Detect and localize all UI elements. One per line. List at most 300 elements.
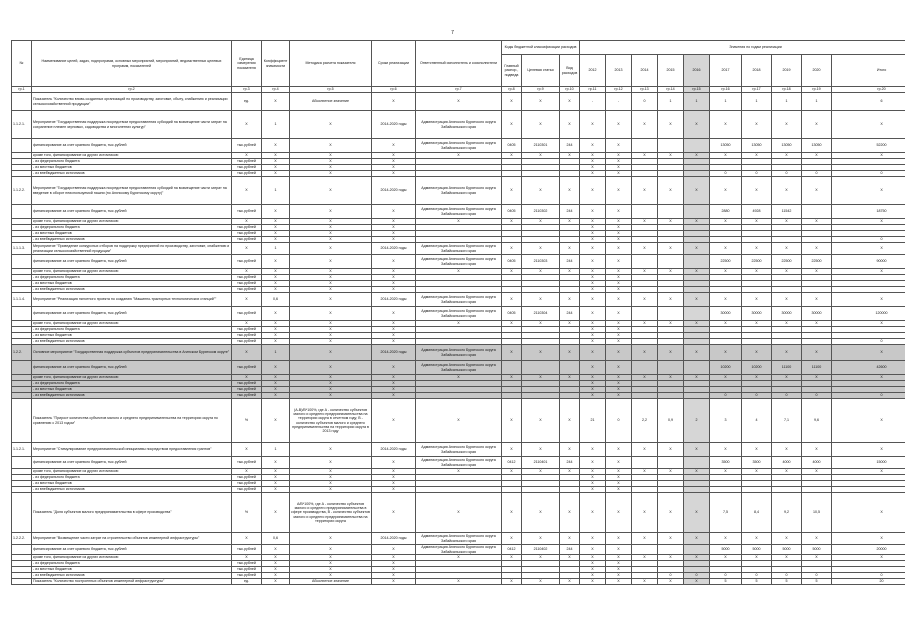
table-cell: 6 bbox=[832, 93, 905, 111]
row-name-cell: Мероприятие "Государственная поддержка посредством предоставления субсидий на возмещение части затрат на сохранение племен зерновых, садоводства и многолетних культур" bbox=[32, 111, 232, 139]
table-cell: X bbox=[522, 269, 560, 275]
row-name-cell: Мероприятие "Стимулирование предпринимательской инициативы посредством предоставления грантов" bbox=[32, 443, 232, 457]
table-cell: X bbox=[372, 555, 416, 561]
col-budget-main: Главный распор., подведа bbox=[502, 55, 522, 87]
table-cell: X bbox=[832, 243, 905, 255]
table-cell: X bbox=[658, 533, 684, 545]
table-cell: 11100 bbox=[772, 361, 802, 375]
table-cell: 0405 bbox=[502, 205, 522, 219]
table-cell: 0 bbox=[742, 171, 772, 177]
table-cell: X bbox=[232, 469, 262, 475]
table-cell: X bbox=[632, 375, 658, 381]
table-cell: X bbox=[262, 93, 290, 111]
table-cell: X bbox=[502, 93, 522, 111]
table-cell: тыс.рублей bbox=[232, 307, 262, 321]
table-cell: X bbox=[580, 171, 606, 177]
table-cell: X bbox=[232, 177, 262, 205]
table-cell: 0 bbox=[802, 393, 832, 399]
table-cell: X bbox=[290, 177, 372, 205]
table-cell: 20000 bbox=[832, 545, 905, 555]
table-cell: 30000 bbox=[742, 307, 772, 321]
table-cell: X bbox=[606, 387, 632, 393]
row-num-cell bbox=[12, 205, 32, 219]
table-cell: X bbox=[290, 171, 372, 177]
table-cell: X bbox=[580, 269, 606, 275]
gr-cell: гр.16 bbox=[710, 87, 742, 93]
table-cell: X bbox=[262, 307, 290, 321]
table-cell: X bbox=[606, 111, 632, 139]
table-cell: 9,6 bbox=[802, 399, 832, 443]
row-name-cell: - из федерального бюджета bbox=[32, 225, 232, 231]
table-cell: 30000 bbox=[772, 307, 802, 321]
table-cell: X bbox=[290, 205, 372, 219]
gr-cell: гр.11 bbox=[580, 87, 606, 93]
table-cell: X bbox=[580, 293, 606, 307]
table-cell: X bbox=[684, 375, 710, 381]
table-cell: X bbox=[832, 269, 905, 275]
table-cell: 4000 bbox=[802, 457, 832, 469]
table-cell bbox=[658, 205, 684, 219]
row-name-cell: - из местных бюджетов bbox=[32, 567, 232, 573]
row-name-cell: финансирование за счет краевого бюджета, тыс.рублей bbox=[32, 255, 232, 269]
table-cell: 10200 bbox=[710, 361, 742, 375]
col-values-by-year: Значения по годам реализации bbox=[580, 41, 905, 55]
page-number: 7 bbox=[451, 30, 454, 36]
table-cell: X bbox=[772, 111, 802, 139]
table-cell: X bbox=[658, 375, 684, 381]
table-cell: X bbox=[416, 153, 502, 159]
table-cell: X bbox=[802, 177, 832, 205]
table-cell: X bbox=[372, 287, 416, 293]
table-cell: X bbox=[772, 375, 802, 381]
table-cell: 42600 bbox=[832, 361, 905, 375]
table-cell: X bbox=[684, 533, 710, 545]
table-cell: X bbox=[502, 375, 522, 381]
table-cell: 244 bbox=[560, 205, 580, 219]
table-cell: X bbox=[832, 293, 905, 307]
table-cell: X bbox=[372, 153, 416, 159]
table-cell: X bbox=[290, 481, 372, 487]
table-cell: X bbox=[290, 287, 372, 293]
table-cell: 0 bbox=[802, 573, 832, 579]
table-cell: X bbox=[290, 545, 372, 555]
table-cell: 5000 bbox=[710, 545, 742, 555]
table-cell: X bbox=[580, 381, 606, 387]
table-cell: X bbox=[262, 165, 290, 171]
row-name-cell: - из внебюджетных источников bbox=[32, 573, 232, 579]
table-cell: X bbox=[560, 269, 580, 275]
table-cell: X bbox=[580, 225, 606, 231]
table-cell: 0 bbox=[710, 171, 742, 177]
table-cell: X bbox=[606, 165, 632, 171]
table-cell: X bbox=[232, 375, 262, 381]
table-cell: X bbox=[262, 545, 290, 555]
table-cell: X bbox=[742, 177, 772, 205]
table-cell: X bbox=[606, 345, 632, 361]
table-cell: X bbox=[606, 481, 632, 487]
table-cell: X bbox=[632, 219, 658, 225]
table-cell: X bbox=[606, 545, 632, 555]
table-cell: X bbox=[606, 293, 632, 307]
table-cell: X bbox=[684, 321, 710, 327]
table-cell: X bbox=[632, 177, 658, 205]
table-row bbox=[12, 307, 905, 321]
table-cell: X bbox=[290, 345, 372, 361]
row-name-cell: - из внебюджетных источников bbox=[32, 237, 232, 243]
table-cell: X bbox=[372, 93, 416, 111]
table-cell: X bbox=[560, 375, 580, 381]
table-cell: X bbox=[372, 381, 416, 387]
gr-cell: гр.8 bbox=[502, 87, 522, 93]
table-cell: тыс.рублей bbox=[232, 487, 262, 493]
row-name-cell: - из внебюджетных источников bbox=[32, 393, 232, 399]
table-cell: X bbox=[262, 219, 290, 225]
table-cell: X bbox=[522, 293, 560, 307]
table-cell: X bbox=[606, 361, 632, 375]
table-cell: X bbox=[232, 293, 262, 307]
table-cell: X bbox=[522, 579, 560, 585]
table-cell: X bbox=[772, 469, 802, 475]
table-cell: X bbox=[502, 219, 522, 225]
table-cell: X bbox=[632, 321, 658, 327]
table-cell: X bbox=[580, 533, 606, 545]
table-cell: 0 bbox=[684, 573, 710, 579]
table-cell: тыс.рублей bbox=[232, 561, 262, 567]
table-cell: 244 bbox=[560, 545, 580, 555]
table-cell: X bbox=[710, 243, 742, 255]
row-name-cell: финансирование за счет краевого бюджета, тыс.рублей bbox=[32, 307, 232, 321]
table-cell: X bbox=[580, 443, 606, 457]
table-row bbox=[12, 177, 905, 205]
table-cell: X bbox=[290, 381, 372, 387]
table-cell: X bbox=[606, 493, 632, 533]
row-name-cell: - из местных бюджетов bbox=[32, 165, 232, 171]
table-cell: 120000 bbox=[832, 307, 905, 321]
table-cell: X bbox=[658, 177, 684, 205]
table-cell: X bbox=[580, 243, 606, 255]
table-cell: Администрация Агинского Бурятского округа Забайкальского края bbox=[416, 457, 502, 469]
row-num-cell bbox=[12, 579, 32, 585]
row-name-cell: кроме того, финансирование из других источников: bbox=[32, 321, 232, 327]
table-cell: X bbox=[560, 153, 580, 159]
table-cell: X bbox=[632, 243, 658, 255]
table-cell: 1 bbox=[710, 93, 742, 111]
table-cell: X bbox=[522, 219, 560, 225]
table-cell: X bbox=[290, 153, 372, 159]
table-cell: X bbox=[262, 205, 290, 219]
gr-cell: гр.20 bbox=[832, 87, 905, 93]
table-cell: 244 bbox=[560, 457, 580, 469]
table-cell: тыс.рублей bbox=[232, 139, 262, 153]
table-cell: X bbox=[262, 281, 290, 287]
table-cell: X bbox=[802, 293, 832, 307]
table-cell: X bbox=[502, 443, 522, 457]
row-name-cell: финансирование за счет краевого бюджета, тыс.рублей bbox=[32, 545, 232, 555]
table-cell: Администрация Агинского Бурятского округа Забайкальского края bbox=[416, 443, 502, 457]
col-year: 2013 bbox=[606, 55, 632, 87]
table-cell: X bbox=[262, 469, 290, 475]
table-cell: 10,5 bbox=[802, 493, 832, 533]
table-cell: X bbox=[262, 171, 290, 177]
table-cell: тыс.рублей bbox=[232, 327, 262, 333]
table-row bbox=[12, 345, 905, 361]
table-cell: X bbox=[742, 443, 772, 457]
table-cell: 2880 bbox=[710, 205, 742, 219]
table-cell: X bbox=[372, 231, 416, 237]
table-cell: тыс.рублей bbox=[232, 237, 262, 243]
gr-cell: гр.12 bbox=[606, 87, 632, 93]
gr-cell: гр.13 bbox=[632, 87, 658, 93]
table-cell bbox=[802, 205, 832, 219]
table-cell bbox=[632, 457, 658, 469]
table-cell: X bbox=[632, 111, 658, 139]
table-cell: X bbox=[606, 237, 632, 243]
table-cell: X bbox=[372, 225, 416, 231]
table-cell: X bbox=[802, 443, 832, 457]
table-cell: X bbox=[502, 493, 522, 533]
table-cell: - bbox=[606, 93, 632, 111]
table-cell: X bbox=[262, 481, 290, 487]
table-cell: X bbox=[522, 243, 560, 255]
table-cell: 11542 bbox=[772, 205, 802, 219]
table-cell: X bbox=[372, 375, 416, 381]
table-cell: X bbox=[772, 219, 802, 225]
table-cell: X bbox=[262, 561, 290, 567]
table-cell: X bbox=[632, 269, 658, 275]
table-cell: 5 bbox=[802, 579, 832, 585]
table-cell: X bbox=[742, 269, 772, 275]
table-cell: 1 bbox=[262, 111, 290, 139]
table-cell: X bbox=[502, 153, 522, 159]
col-budget-type: Вид расходов bbox=[560, 55, 580, 87]
table-cell: X bbox=[372, 361, 416, 375]
col-year: 2012 bbox=[580, 55, 606, 87]
table-cell: тыс.рублей bbox=[232, 361, 262, 375]
table-cell: X bbox=[416, 469, 502, 475]
table-cell: X bbox=[290, 243, 372, 255]
table-cell: X bbox=[262, 321, 290, 327]
table-cell: X bbox=[832, 443, 905, 457]
row-num-cell: 1.2.2.2. bbox=[12, 533, 32, 545]
table-cell: X bbox=[580, 165, 606, 171]
table-cell: 0,6 bbox=[262, 293, 290, 307]
table-cell: X bbox=[606, 327, 632, 333]
table-cell: 244 bbox=[560, 139, 580, 153]
table-cell: X bbox=[606, 533, 632, 545]
table-cell: X bbox=[684, 493, 710, 533]
row-name-cell: - из федерального бюджета bbox=[32, 159, 232, 165]
table-cell: X bbox=[290, 111, 372, 139]
table-cell: X bbox=[802, 533, 832, 545]
table-cell: X bbox=[580, 153, 606, 159]
table-cell: X bbox=[290, 327, 372, 333]
row-name-cell: кроме того, финансирование из других источников: bbox=[32, 375, 232, 381]
table-cell: X bbox=[290, 443, 372, 457]
row-num-cell: 1.1.2.2. bbox=[12, 177, 32, 205]
table-cell: X bbox=[742, 375, 772, 381]
table-cell: X bbox=[606, 469, 632, 475]
table-cell: X bbox=[290, 219, 372, 225]
table-cell: Абсолютное значение bbox=[290, 579, 372, 585]
table-cell: X bbox=[606, 269, 632, 275]
table-cell: 30000 bbox=[802, 307, 832, 321]
table-cell: X bbox=[580, 231, 606, 237]
table-cell: X bbox=[684, 555, 710, 561]
table-cell bbox=[632, 307, 658, 321]
gr-cell: гр.5 bbox=[290, 87, 372, 93]
row-name-cell: Показатель "Доля субъектов малого предпринимательства в сфере производства" bbox=[32, 493, 232, 533]
table-cell: 5 bbox=[742, 579, 772, 585]
table-cell: 0 bbox=[832, 339, 905, 345]
row-name-cell: кроме того, финансирование из других источников: bbox=[32, 269, 232, 275]
table-cell: Администрация Агинского Бурятского округа Забайкальского края bbox=[416, 139, 502, 153]
table-cell: X bbox=[742, 293, 772, 307]
table-cell: X bbox=[580, 387, 606, 393]
table-cell: 2110301 bbox=[522, 139, 560, 153]
table-cell: 0 bbox=[710, 393, 742, 399]
table-cell: 7,5 bbox=[710, 493, 742, 533]
table-cell bbox=[684, 361, 710, 375]
row-num-cell bbox=[12, 139, 32, 153]
col-unit: Единица измерения показателя bbox=[232, 41, 262, 87]
table-cell: 0,9 bbox=[658, 399, 684, 443]
table-cell: X bbox=[372, 457, 416, 469]
table-cell: X bbox=[802, 269, 832, 275]
row-num-cell bbox=[12, 545, 32, 555]
table-cell: 1 bbox=[262, 345, 290, 361]
gr-cell: гр.7 bbox=[416, 87, 502, 93]
table-cell: X bbox=[606, 205, 632, 219]
col-budget-codes: Коды бюджетной классификации расходов bbox=[502, 41, 580, 55]
table-cell: X bbox=[372, 545, 416, 555]
table-cell: X bbox=[606, 375, 632, 381]
table-cell: X bbox=[290, 333, 372, 339]
table-cell: X bbox=[522, 493, 560, 533]
table-cell: X bbox=[502, 469, 522, 475]
col-year: 2016 bbox=[684, 55, 710, 87]
table-cell: X bbox=[290, 573, 372, 579]
row-name-cell: - из внебюджетных источников bbox=[32, 339, 232, 345]
table-cell: 8,4 bbox=[742, 493, 772, 533]
table-cell: 1 bbox=[684, 93, 710, 111]
table-cell bbox=[684, 139, 710, 153]
gr-cell: гр.10 bbox=[560, 87, 580, 93]
table-cell: X bbox=[580, 457, 606, 469]
gr-cell: гр.9 bbox=[522, 87, 560, 93]
table-cell: тыс.рублей bbox=[232, 387, 262, 393]
table-cell: X bbox=[372, 561, 416, 567]
table-cell: X bbox=[742, 555, 772, 561]
table-cell: 2110302 bbox=[522, 205, 560, 219]
table-cell: 3500 bbox=[710, 457, 742, 469]
table-cell: X bbox=[658, 269, 684, 275]
row-name-cell: Мероприятие "Возмещение части затрат на строительство объектов инженерной инфраструктуры" bbox=[32, 533, 232, 545]
table-cell: X bbox=[372, 567, 416, 573]
table-cell: X bbox=[606, 475, 632, 481]
table-cell: X bbox=[632, 579, 658, 585]
table-cell: X bbox=[262, 375, 290, 381]
row-name-cell: - из федерального бюджета bbox=[32, 275, 232, 281]
row-name-cell: финансирование за счет краевого бюджета, тыс.рублей bbox=[32, 457, 232, 469]
table-cell: X bbox=[742, 111, 772, 139]
table-cell: X bbox=[502, 111, 522, 139]
table-cell: 0 bbox=[802, 171, 832, 177]
table-cell: 1 bbox=[802, 93, 832, 111]
table-cell: X bbox=[710, 443, 742, 457]
table-cell: X bbox=[632, 533, 658, 545]
table-cell: тыс.рублей bbox=[232, 457, 262, 469]
table-cell: X bbox=[290, 375, 372, 381]
row-num-cell bbox=[12, 307, 32, 321]
row-name-cell: Мероприятие "Проведение конкурсных отборов на поддержку предприятий по производству, заготовке, снабжению и реализации сельскохозяйственной продукции" bbox=[32, 243, 232, 255]
row-name-cell: - из внебюджетных источников bbox=[32, 287, 232, 293]
table-cell: 0405 bbox=[502, 307, 522, 321]
table-row bbox=[12, 533, 905, 545]
table-cell: 7,1 bbox=[772, 399, 802, 443]
table-cell: X bbox=[772, 243, 802, 255]
table-row bbox=[12, 361, 905, 375]
table-cell bbox=[684, 457, 710, 469]
table-cell: 0412 bbox=[502, 457, 522, 469]
table-cell bbox=[560, 361, 580, 375]
col-year: 2020 bbox=[802, 55, 832, 87]
table-cell: X bbox=[710, 533, 742, 545]
table-cell bbox=[658, 545, 684, 555]
table-cell: X bbox=[372, 475, 416, 481]
table-cell: X bbox=[522, 443, 560, 457]
table-cell: X bbox=[522, 111, 560, 139]
table-cell: 0 bbox=[710, 573, 742, 579]
table-cell: X bbox=[262, 475, 290, 481]
table-cell: X bbox=[290, 387, 372, 393]
table-row bbox=[12, 443, 905, 457]
table-cell: X bbox=[710, 153, 742, 159]
table-cell: X bbox=[742, 219, 772, 225]
table-cell: X bbox=[580, 275, 606, 281]
table-cell: 2014-2020 годы bbox=[372, 533, 416, 545]
table-cell: X bbox=[502, 269, 522, 275]
table-cell: X bbox=[416, 269, 502, 275]
table-cell: X bbox=[832, 321, 905, 327]
table-cell: X bbox=[606, 333, 632, 339]
table-cell: X bbox=[606, 219, 632, 225]
table-cell: X bbox=[290, 475, 372, 481]
row-name-cell: - из федерального бюджета bbox=[32, 327, 232, 333]
table-cell: X bbox=[290, 231, 372, 237]
row-name-cell: - из федерального бюджета bbox=[32, 475, 232, 481]
table-cell: X bbox=[560, 399, 580, 443]
table-cell: тыс.рублей bbox=[232, 573, 262, 579]
table-cell: X bbox=[710, 321, 742, 327]
table-cell: X bbox=[522, 321, 560, 327]
table-cell: X bbox=[772, 345, 802, 361]
table-cell bbox=[632, 361, 658, 375]
table-cell: 0 bbox=[606, 399, 632, 443]
row-num-cell: 1.1.2.1. bbox=[12, 443, 32, 457]
table-cell: 2110401 bbox=[522, 457, 560, 469]
table-cell: 5000 bbox=[742, 545, 772, 555]
table-cell: X bbox=[262, 387, 290, 393]
table-cell: 13050 bbox=[742, 139, 772, 153]
table-cell: X bbox=[832, 219, 905, 225]
table-cell: X bbox=[580, 475, 606, 481]
table-cell: X bbox=[262, 567, 290, 573]
gr-cell: гр.17 bbox=[742, 87, 772, 93]
table-cell: X bbox=[742, 469, 772, 475]
table-cell: X bbox=[232, 345, 262, 361]
table-cell: X bbox=[232, 555, 262, 561]
table-cell: X bbox=[580, 579, 606, 585]
